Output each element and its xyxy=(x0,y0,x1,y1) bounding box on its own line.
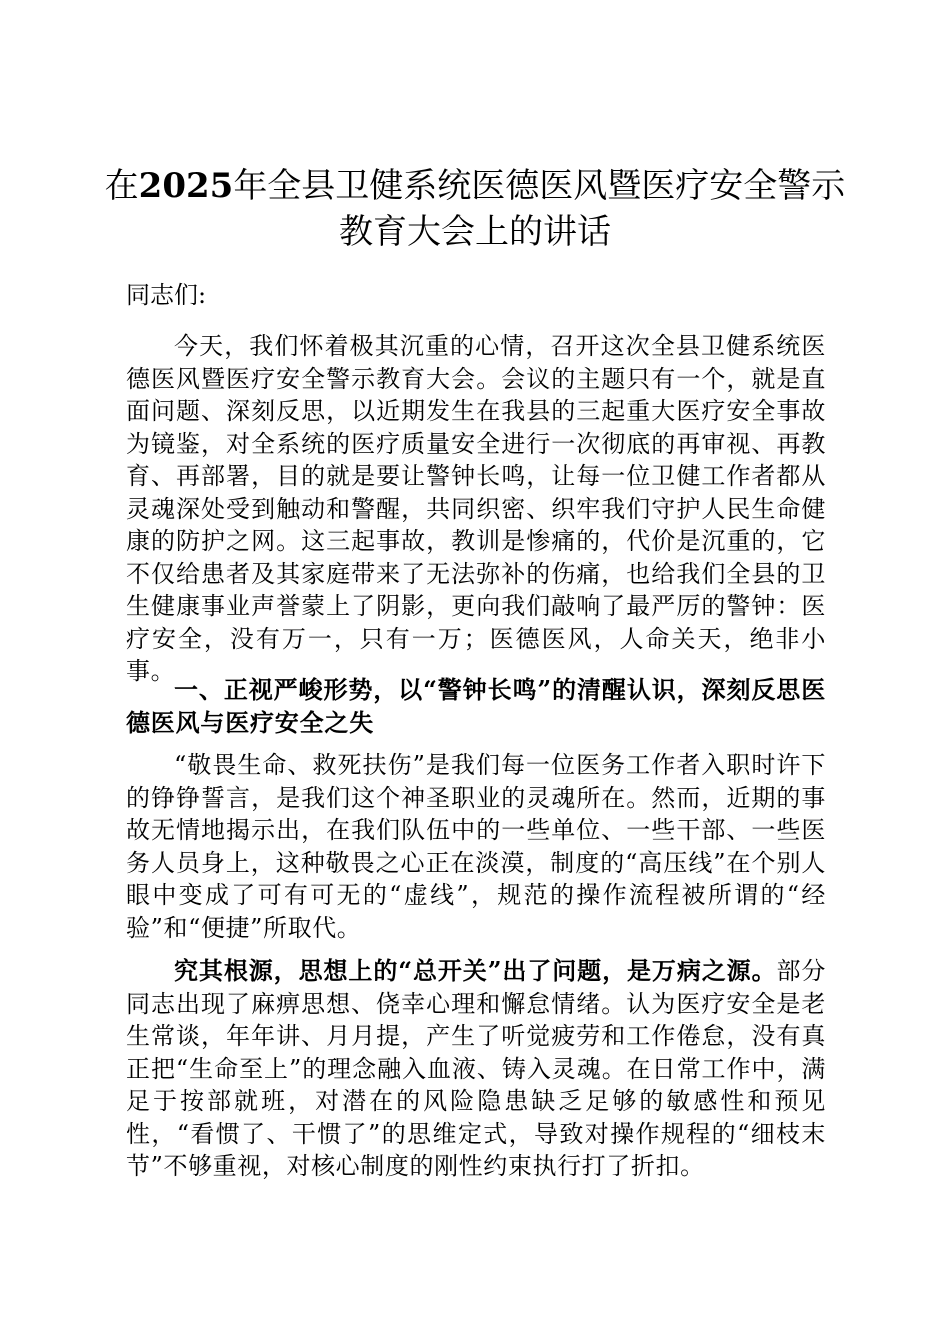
paragraph-intro: 今天，我们怀着极其沉重的心情，召开这次全县卫健系统医德医风暨医疗安全警示教育大会。会议的主题只有一个，就是直面问题、深刻反思，以近期发生在我县的三起重大医疗安全事故为镜鉴，对全系统的医疗质量安全进行一次彻底的再审视、再教育、再部署，目的就是要让警钟长鸣，让每一位卫健工作者都从灵魂深处受到触动和警醒，共同织密、织牢我们守护人民生命健康的防护之网。这三起事故，教训是惨痛的，代价是沉重的，它不仅给患者及其家庭带来了无法弥补的伤痛，也给我们全县的卫生健康事业声誉蒙上了阴影，更向我们敲响了最严厉的警钟：医疗安全，没有万一，只有一万；医德医风，人命关天，绝非小事。 xyxy=(126,332,826,685)
paragraph-root-cause xyxy=(126,955,826,1183)
paragraph-lead-sentence: 究其根源，思想上的“总开关”出了问题，是万病之源。 xyxy=(174,956,777,985)
title-year: 2025 xyxy=(138,166,234,206)
salutation: 同志们: xyxy=(126,281,207,309)
section-heading-1: 一、正视严峻形势，以“警钟长鸣”的清醒认识，深刻反思医德医风与医疗安全之失 xyxy=(126,675,826,737)
paragraph-reverence: “敬畏生命、救死扶伤”是我们每一位医务工作者入职时许下的铮铮誓言，是我们这个神圣职业的灵魂所在。然而，近期的事故无情地揭示出，在我们队伍中的一些单位、一些干部、一些医务人员身上，这种敬畏之心正在淡漠，制度的“高压线”在个别人眼中变成了可有可无的“虚线”，规范的操作流程被所谓的“经验”和“便捷”所取代。 xyxy=(126,751,826,942)
title-text: 年全县卫健系统医德医风暨医疗安全警示教育大会上的讲话 xyxy=(233,166,846,252)
document-title xyxy=(100,163,850,255)
paragraph-body-text: 部分同志出现了麻痹思想、侥幸心理和懈怠情绪。认为医疗安全是老生常谈，年年讲、月月提，产生了听觉疲劳和工作倦怠，没有真正把“生命至上”的理念融入血液、铸入灵魂。在日常工作中，满足于按部就班，对潜在的风险隐患缺乏足够的敏感性和预见性，“看惯了、干惯了”的思维定式，导致对操作规程的“细枝末节”不够重视，对核心制度的刚性约束执行打了折扣。 xyxy=(126,957,826,1180)
title-prefix: 在 xyxy=(104,166,139,206)
